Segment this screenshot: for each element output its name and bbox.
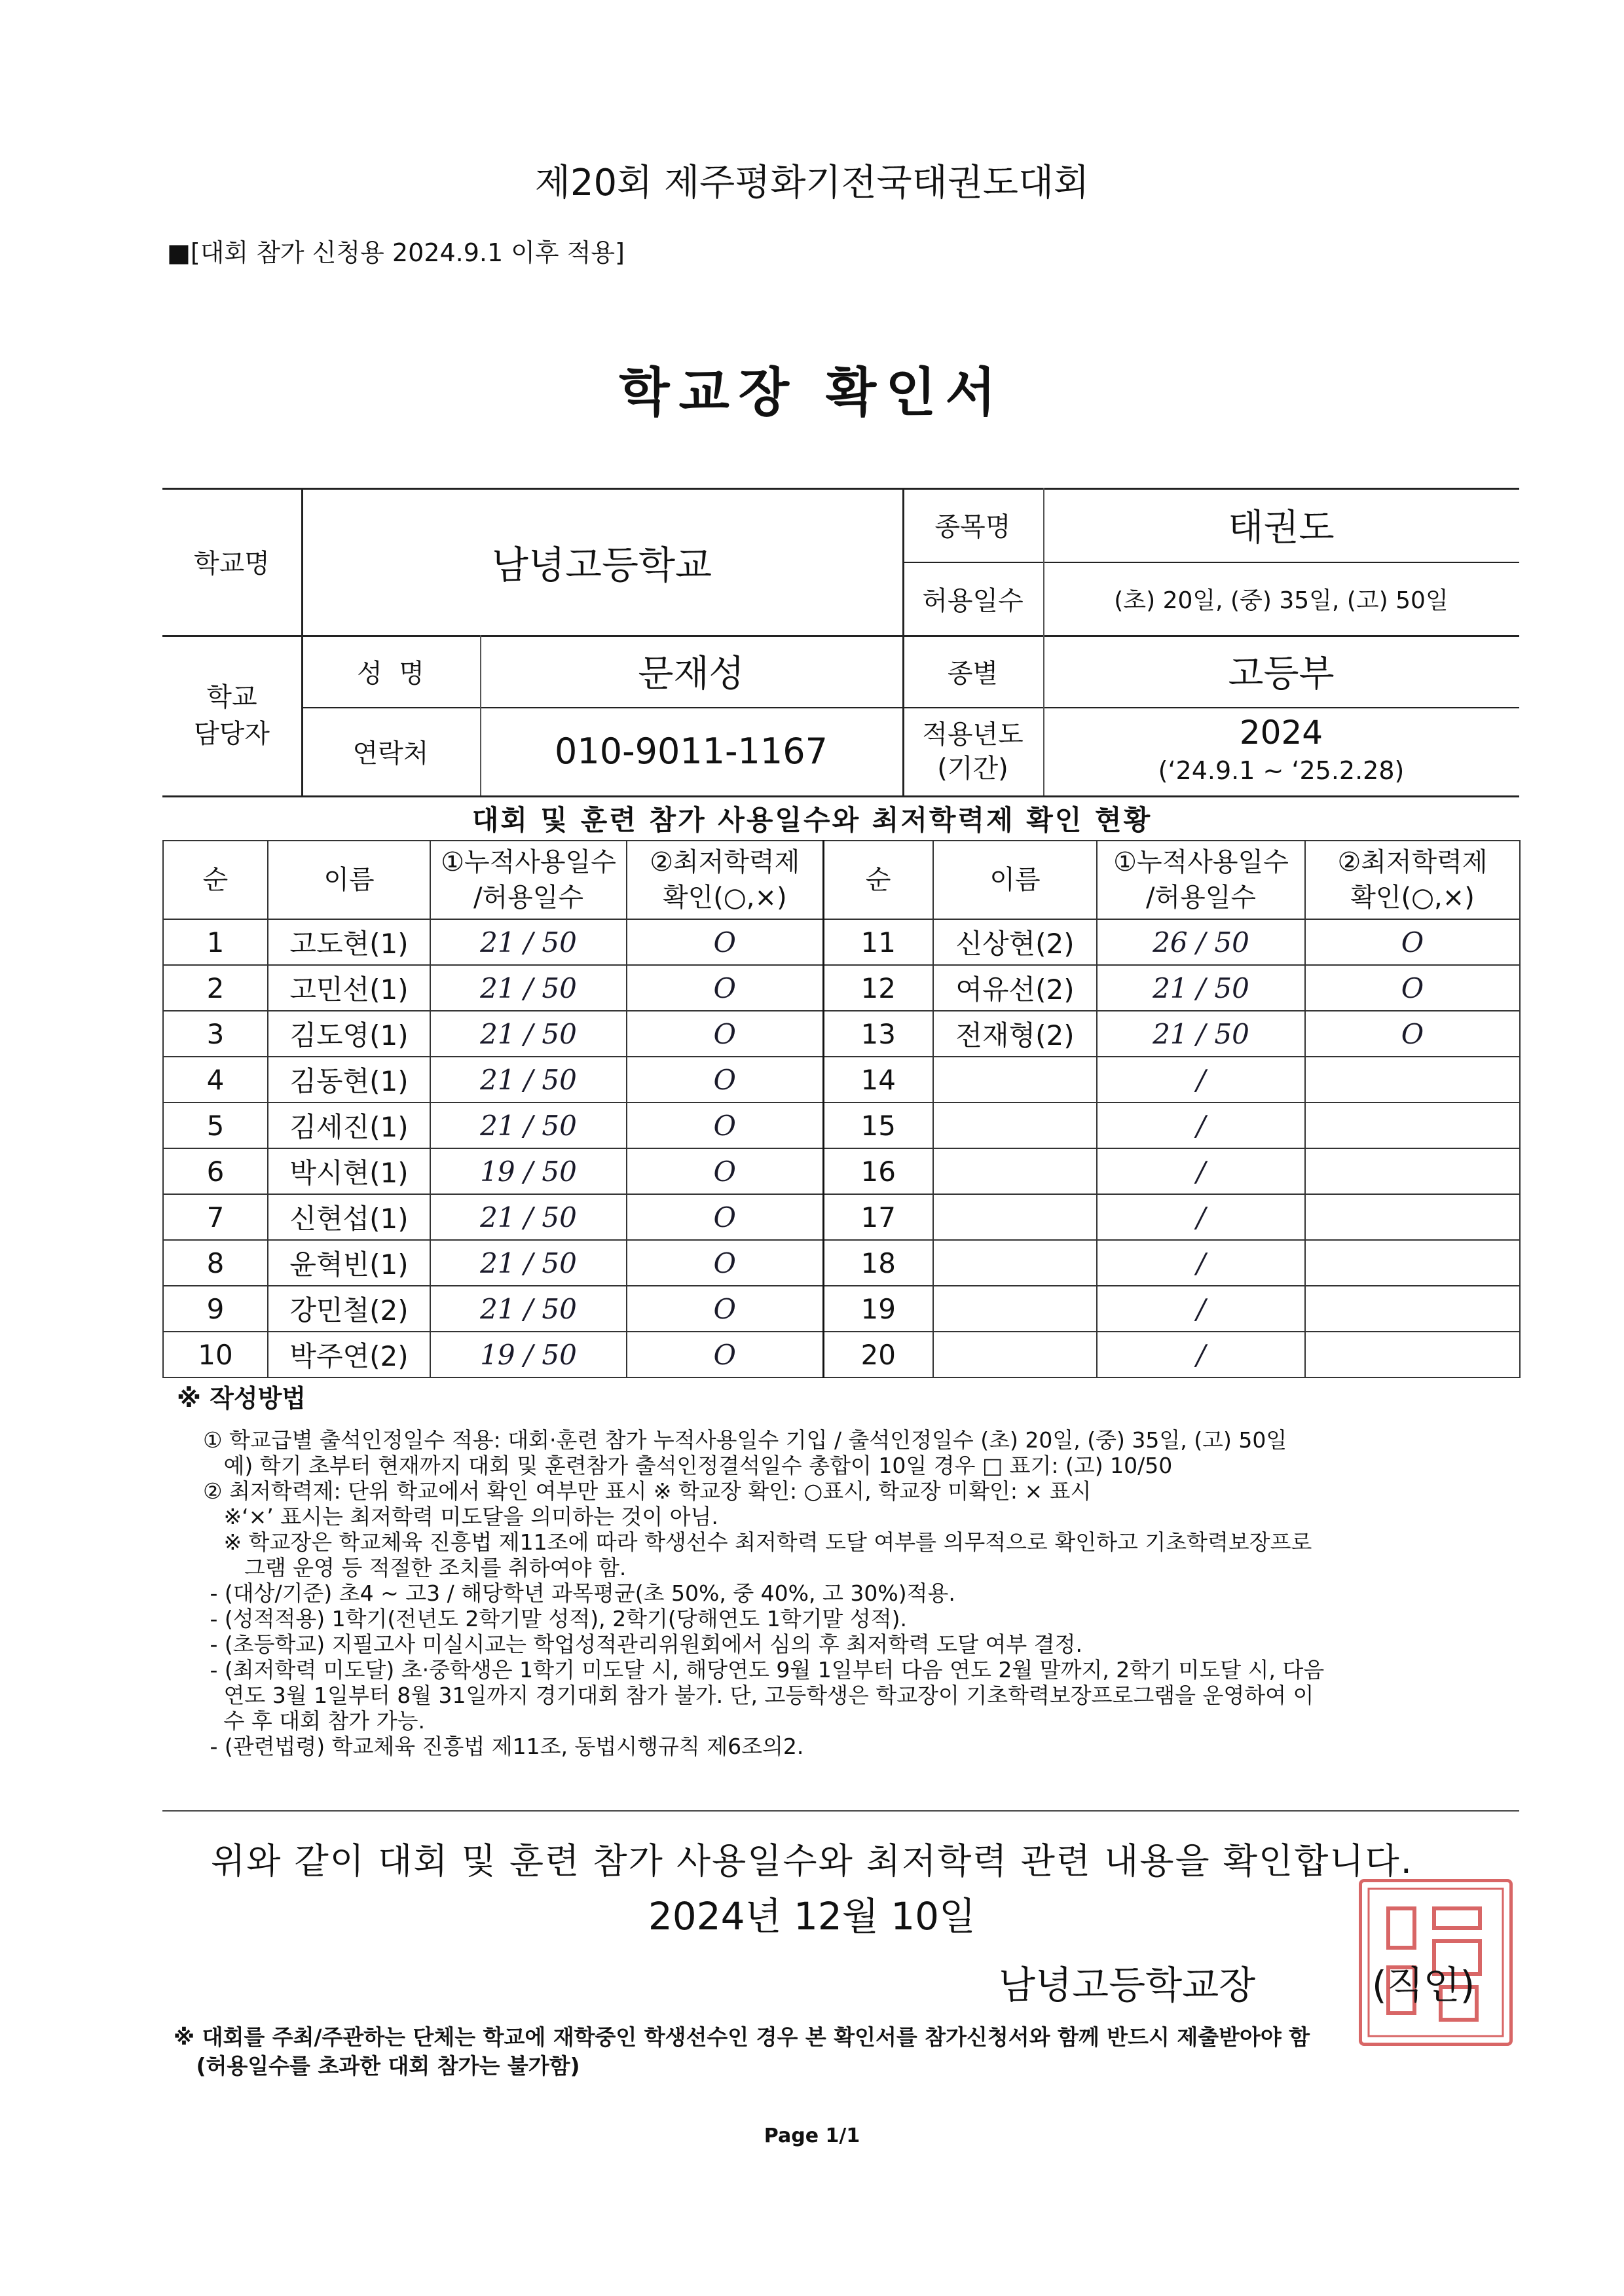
staff-label bbox=[162, 635, 301, 795]
year-label bbox=[902, 707, 1043, 795]
table-row bbox=[163, 1057, 1520, 1102]
footer-line2: (허용일수를 초과한 대회 참가는 불가함) bbox=[174, 2053, 580, 2079]
min-academic-check bbox=[1305, 1332, 1520, 1377]
student-name: 고민선(1) bbox=[268, 965, 430, 1011]
days-used: 21 / 50 bbox=[430, 1194, 627, 1240]
col-days-line2: /허용일수 bbox=[1145, 883, 1257, 913]
days-used: 19 / 50 bbox=[430, 1332, 627, 1377]
table-row bbox=[163, 1332, 1520, 1377]
event-title: 제20회 제주평화기전국태권도대회 bbox=[534, 162, 1090, 204]
col-check-line2: 확인(○,×) bbox=[1350, 883, 1475, 913]
row-number: 12 bbox=[823, 965, 933, 1011]
min-academic-check bbox=[1305, 1194, 1520, 1240]
row-number: 1 bbox=[163, 919, 268, 965]
days-used: / bbox=[1097, 1148, 1305, 1194]
row-number: 15 bbox=[823, 1102, 933, 1148]
row-number: 5 bbox=[163, 1102, 268, 1148]
allowed-days-value: (초) 20일, (중) 35일, (고) 50일 bbox=[1114, 587, 1449, 614]
days-used: 21 / 50 bbox=[1097, 1011, 1305, 1057]
days-used: 21 / 50 bbox=[430, 1240, 627, 1286]
days-used: / bbox=[1097, 1332, 1305, 1377]
student-name bbox=[933, 1102, 1097, 1148]
min-academic-check bbox=[1305, 1286, 1520, 1332]
note-line: 수 후 대회 참가 가능. bbox=[203, 1708, 425, 1734]
student-name bbox=[933, 1148, 1097, 1194]
table-row bbox=[163, 1194, 1520, 1240]
roster-header-row bbox=[163, 841, 1520, 919]
days-used: / bbox=[1097, 1102, 1305, 1148]
col-no-right: 순 bbox=[823, 841, 933, 919]
seal-label: (직인) bbox=[1372, 1963, 1475, 2007]
note-line: 연도 3월 1일부터 8월 31일까지 경기대회 참가 불가. 단, 고등학생은 학교장이 기초학력보장프로그램을 운영하여 이 bbox=[203, 1683, 1314, 1708]
min-academic-check: O bbox=[627, 919, 823, 965]
table-row bbox=[163, 1286, 1520, 1332]
row-number: 10 bbox=[163, 1332, 268, 1377]
row-number: 13 bbox=[823, 1011, 933, 1057]
row-number: 2 bbox=[163, 965, 268, 1011]
student-name bbox=[933, 1057, 1097, 1102]
row-number: 4 bbox=[163, 1057, 268, 1102]
days-used: / bbox=[1097, 1240, 1305, 1286]
days-used: 21 / 50 bbox=[430, 1057, 627, 1102]
confirmation-statement: 위와 같이 대회 및 훈련 참가 사용일수와 최저학력 관련 내용을 확인합니다. bbox=[211, 1840, 1413, 1882]
min-academic-check: O bbox=[1305, 1011, 1520, 1057]
min-academic-check: O bbox=[627, 1286, 823, 1332]
student-name: 윤혁빈(1) bbox=[268, 1240, 430, 1286]
days-used: 21 / 50 bbox=[430, 1011, 627, 1057]
col-name-right: 이름 bbox=[933, 841, 1097, 919]
year-label-line1: 적용년도 bbox=[922, 719, 1024, 750]
table-row bbox=[163, 1102, 1520, 1148]
staff-label-line2: 담당자 bbox=[194, 718, 270, 749]
allowed-days-label: 허용일수 bbox=[922, 585, 1024, 616]
row-number: 20 bbox=[823, 1332, 933, 1377]
min-academic-check: O bbox=[627, 1011, 823, 1057]
note-line: - (초등학교) 지필고사 미실시교는 학업성적관리위원회에서 심의 후 최저학력 도달 여부 결정. bbox=[203, 1631, 1083, 1657]
min-academic-check: O bbox=[627, 1240, 823, 1286]
year-value-cell bbox=[1043, 707, 1519, 795]
document-title: 학교장 확인서 bbox=[619, 362, 1005, 423]
student-name bbox=[933, 1194, 1097, 1240]
note-line: 예) 학기 초부터 현재까지 대회 및 훈련참가 출석인정결석일수 총합이 10일 경우 □ 표기: (고) 10/50 bbox=[203, 1453, 1173, 1478]
sport-label: 종목명 bbox=[934, 512, 1011, 542]
min-academic-check: O bbox=[627, 1148, 823, 1194]
table-row bbox=[163, 965, 1520, 1011]
section-title: 대회 및 훈련 참가 사용일수와 최저학력제 확인 현황 bbox=[471, 804, 1153, 836]
school-name: 남녕고등학교 bbox=[491, 542, 712, 587]
min-academic-check: O bbox=[1305, 919, 1520, 965]
col-days-line1: ①누적사용일수 bbox=[1113, 847, 1289, 877]
col-check-line1: ②최저학력제 bbox=[1337, 847, 1488, 877]
row-number: 17 bbox=[823, 1194, 933, 1240]
min-academic-check: O bbox=[627, 965, 823, 1011]
col-days-line1: ①누적사용일수 bbox=[441, 847, 616, 877]
contact-value: 010-9011-1167 bbox=[555, 731, 828, 772]
col-check-line2: 확인(○,×) bbox=[662, 883, 787, 913]
col-check-left bbox=[627, 841, 823, 919]
table-row bbox=[163, 1011, 1520, 1057]
col-no-left: 순 bbox=[163, 841, 268, 919]
min-academic-check bbox=[1305, 1057, 1520, 1102]
min-academic-check: O bbox=[627, 1194, 823, 1240]
student-name: 김세진(1) bbox=[268, 1102, 430, 1148]
row-number: 18 bbox=[823, 1240, 933, 1286]
col-check-right bbox=[1305, 841, 1520, 919]
student-name: 김도영(1) bbox=[268, 1011, 430, 1057]
footer-line1: ※ 대회를 주최/주관하는 단체는 학교에 재학중인 학생선수인 경우 본 확인서를 참가신청서와 함께 반드시 제출받아야 함 bbox=[174, 2024, 1310, 2050]
min-academic-check bbox=[1305, 1102, 1520, 1148]
days-used: 26 / 50 bbox=[1097, 919, 1305, 965]
division-label: 종별 bbox=[947, 658, 999, 689]
name-label: 성 명 bbox=[357, 658, 424, 689]
row-number: 9 bbox=[163, 1286, 268, 1332]
method-notes bbox=[203, 1427, 1486, 1759]
principal-signature: 남녕고등학교장 bbox=[999, 1963, 1256, 2007]
col-name-left: 이름 bbox=[268, 841, 430, 919]
row-number: 19 bbox=[823, 1286, 933, 1332]
period-value: (‘24.9.1 ~ ‘25.2.28) bbox=[1158, 756, 1405, 785]
student-name: 신상현(2) bbox=[933, 919, 1097, 965]
days-used: 21 / 50 bbox=[430, 919, 627, 965]
student-name: 전재형(2) bbox=[933, 1011, 1097, 1057]
days-used: 21 / 50 bbox=[430, 1286, 627, 1332]
apply-note: ■[대회 참가 신청용 2024.9.1 이후 적용] bbox=[167, 238, 625, 267]
school-info-table bbox=[162, 488, 1519, 799]
note-line: ② 최저학력제: 단위 학교에서 확인 여부만 표시 ※ 학교장 확인: ○표시, 학교장 미확인: × 표시 bbox=[203, 1478, 1092, 1504]
staff-name: 문재성 bbox=[638, 653, 745, 695]
row-number: 16 bbox=[823, 1148, 933, 1194]
table-row bbox=[163, 1148, 1520, 1194]
days-used: 21 / 50 bbox=[430, 1102, 627, 1148]
student-name bbox=[933, 1286, 1097, 1332]
student-name: 박주연(2) bbox=[268, 1332, 430, 1377]
method-title: ※ 작성방법 bbox=[177, 1384, 306, 1413]
note-line: ※ 학교장은 학교체육 진흥법 제11조에 따라 학생선수 최저학력 도달 여부를 의무적으로 확인하고 기초학력보장프로 bbox=[203, 1529, 1312, 1555]
min-academic-check: O bbox=[627, 1332, 823, 1377]
note-line: ※‘×’ 표시는 최저학력 미도달을 의미하는 것이 아님. bbox=[203, 1504, 718, 1529]
student-name bbox=[933, 1332, 1097, 1377]
year-value: 2024 bbox=[1239, 713, 1323, 752]
row-number: 8 bbox=[163, 1240, 268, 1286]
student-name: 박시현(1) bbox=[268, 1148, 430, 1194]
year-label-line2: (기간) bbox=[937, 753, 1008, 784]
col-days-line2: /허용일수 bbox=[473, 883, 584, 913]
school-label: 학교명 bbox=[194, 549, 270, 579]
staff-label-line1: 학교 bbox=[206, 682, 257, 712]
page-number: Page 1/1 bbox=[764, 2124, 860, 2147]
days-used: 21 / 50 bbox=[430, 965, 627, 1011]
note-line: - (성적적용) 1학기(전년도 2학기말 성적), 2학기(당해연도 1학기말 성적). bbox=[203, 1606, 907, 1631]
days-used: 21 / 50 bbox=[1097, 965, 1305, 1011]
student-name: 김동현(1) bbox=[268, 1057, 430, 1102]
table-row bbox=[163, 919, 1520, 965]
col-days-left bbox=[430, 841, 627, 919]
min-academic-check bbox=[1305, 1240, 1520, 1286]
document-date: 2024년 12월 10일 bbox=[648, 1894, 976, 1939]
table-row bbox=[163, 1240, 1520, 1286]
student-name: 여유선(2) bbox=[933, 965, 1097, 1011]
days-used: 19 / 50 bbox=[430, 1148, 627, 1194]
col-days-right bbox=[1097, 841, 1305, 919]
row-number: 6 bbox=[163, 1148, 268, 1194]
days-used: / bbox=[1097, 1057, 1305, 1102]
sport-value: 태권도 bbox=[1228, 506, 1335, 549]
min-academic-check: O bbox=[627, 1057, 823, 1102]
row-number: 7 bbox=[163, 1194, 268, 1240]
days-used: / bbox=[1097, 1194, 1305, 1240]
row-number: 3 bbox=[163, 1011, 268, 1057]
min-academic-check: O bbox=[627, 1102, 823, 1148]
min-academic-check bbox=[1305, 1148, 1520, 1194]
col-check-line1: ②최저학력제 bbox=[650, 847, 800, 877]
student-name: 신현섭(1) bbox=[268, 1194, 430, 1240]
row-number: 14 bbox=[823, 1057, 933, 1102]
student-name bbox=[933, 1240, 1097, 1286]
student-name: 고도현(1) bbox=[268, 919, 430, 965]
note-line: 그램 운영 등 적절한 조치를 취하여야 함. bbox=[203, 1555, 627, 1580]
note-line: ① 학교급별 출석인정일수 적용: 대회·훈련 참가 누적사용일수 기입 / 출석인정일수 (초) 20일, (중) 35일, (고) 50일 bbox=[203, 1427, 1287, 1453]
note-line: - (대상/기준) 초4 ~ 고3 / 해당학년 과목평균(초 50%, 중 40%, 고 30%)적용. bbox=[203, 1580, 955, 1606]
note-line: - (최저학력 미도달) 초·중학생은 1학기 미도달 시, 해당연도 9월 1일부터 다음 연도 2월 말까지, 2학기 미도달 시, 다음 bbox=[203, 1657, 1325, 1683]
division-value: 고등부 bbox=[1228, 653, 1335, 695]
row-number: 11 bbox=[823, 919, 933, 965]
contact-label: 연락처 bbox=[352, 738, 429, 769]
days-used: / bbox=[1097, 1286, 1305, 1332]
note-line: - (관련법령) 학교체육 진흥법 제11조, 동법시행규칙 제6조의2. bbox=[203, 1734, 804, 1759]
footer-note bbox=[174, 2023, 1483, 2081]
student-name: 강민철(2) bbox=[268, 1286, 430, 1332]
min-academic-check: O bbox=[1305, 965, 1520, 1011]
roster-table bbox=[162, 840, 1521, 1378]
